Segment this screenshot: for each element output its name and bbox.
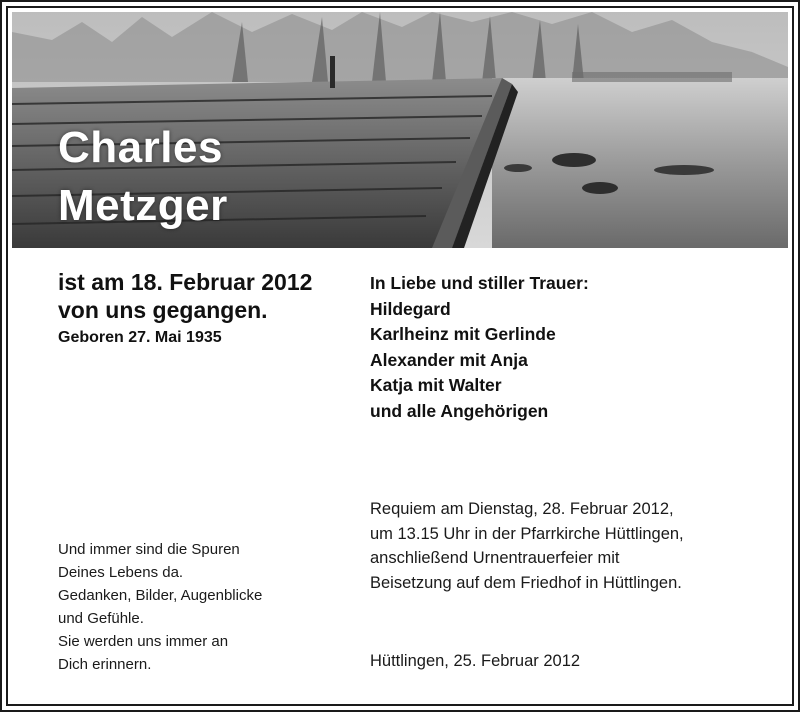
- birth-date-line: Geboren 27. Mai 1935: [58, 329, 222, 346]
- mourner-name: Karlheinz mit Gerlinde: [370, 324, 556, 344]
- service-line: anschließend Urnentrauerfeier mit: [370, 549, 620, 567]
- mourner-name: Katja mit Walter: [370, 375, 502, 395]
- service-line: Beisetzung auf dem Friedhof in Hüttlingen.: [370, 573, 682, 592]
- verse-line: Und immer sind die Spuren: [58, 541, 240, 558]
- place-and-date: Hüttlingen, 25. Februar 2012: [370, 652, 581, 670]
- deceased-last-name: Metzger: [58, 181, 228, 230]
- funeral-service-info: [370, 497, 684, 595]
- verse-line: Dich erinnern.: [58, 656, 152, 673]
- service-line: Requiem am Dienstag, 28. Februar 2012,: [370, 500, 674, 518]
- mourners-heading: In Liebe und stiller Trauer:: [370, 273, 589, 293]
- verse-line: Deines Lebens da.: [58, 564, 184, 581]
- death-date-line: ist am 18. Februar 2012: [58, 269, 313, 295]
- mourners-block: [370, 271, 589, 424]
- mourner-name: und alle Angehörigen: [370, 400, 549, 421]
- service-line: um 13.15 Uhr in der Pfarrkirche Hüttlingen,: [370, 524, 684, 543]
- deceased-first-name: Charles: [58, 123, 223, 172]
- verse-line: und Gefühle.: [58, 610, 144, 627]
- memorial-verse: [58, 538, 262, 676]
- verse-line: Sie werden uns immer an: [58, 633, 229, 650]
- passed-away-line: von uns gegangen.: [58, 297, 268, 323]
- mourner-name: Alexander mit Anja: [370, 349, 528, 370]
- verse-line: Gedanken, Bilder, Augenblicke: [58, 587, 263, 604]
- mourner-name: Hildegard: [370, 298, 451, 319]
- death-notice: [58, 268, 312, 349]
